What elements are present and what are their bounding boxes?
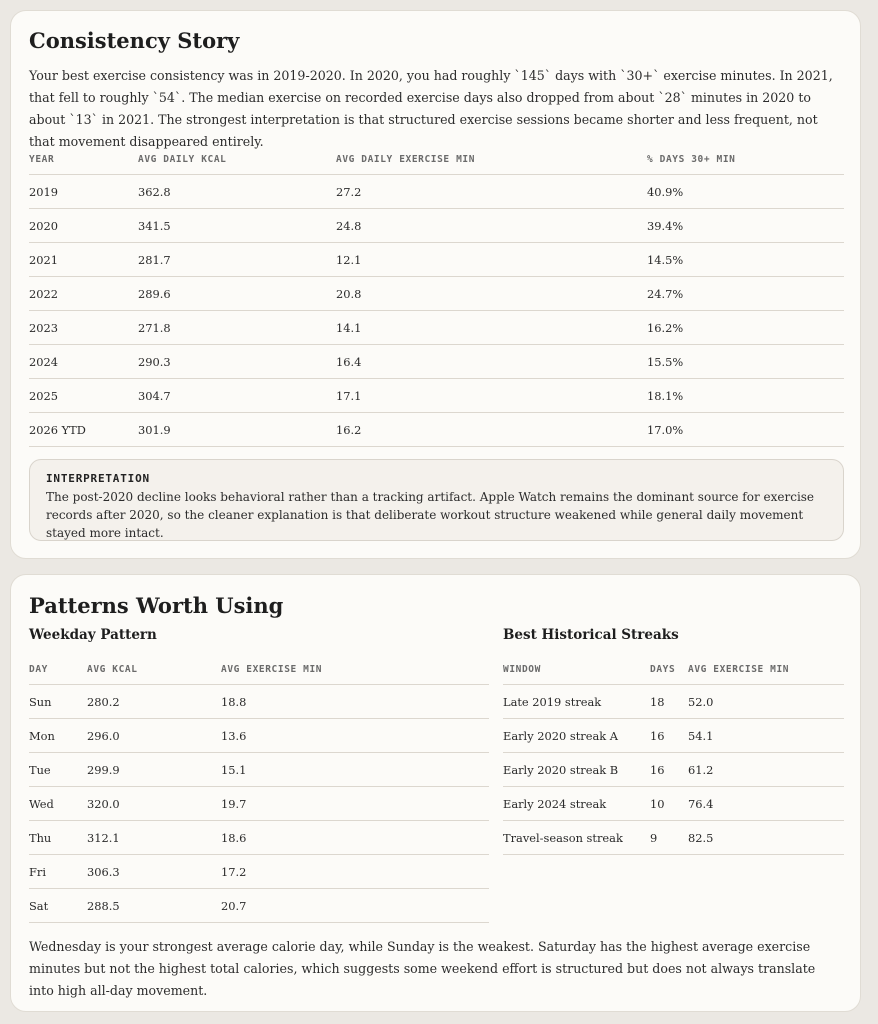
table-row xyxy=(29,243,844,277)
kcal-cell: 341.5 xyxy=(138,209,336,243)
exercise-min-cell: 18.8 xyxy=(221,685,489,719)
exercise-min-cell: 61.2 xyxy=(688,753,844,787)
column-header-year: YEAR xyxy=(29,145,138,175)
window-cell: Late 2019 streak xyxy=(503,685,650,719)
column-header-avg-exercise-min: AVG EXERCISE MIN xyxy=(221,655,489,685)
pct-days-cell: 40.9% xyxy=(647,175,844,209)
table-row xyxy=(503,787,844,821)
weekday-pattern-heading: Weekday Pattern xyxy=(29,627,157,643)
kcal-cell: 271.8 xyxy=(138,311,336,345)
window-cell: Travel-season streak xyxy=(503,821,650,855)
day-cell: Sat xyxy=(29,889,87,923)
exercise-min-cell: 52.0 xyxy=(688,685,844,719)
table-row xyxy=(503,719,844,753)
pct-days-cell: 39.4% xyxy=(647,209,844,243)
interpretation-body: The post-2020 decline looks behavioral rather than a tracking artifact. Apple Watch remains the dominant source for exercise records after 2020, so the cleaner explanation is that deliberate workout structure weakened while general daily movement stayed more intact. xyxy=(46,490,815,540)
exercise-min-cell: 15.1 xyxy=(221,753,489,787)
column-header-avg-kcal: AVG KCAL xyxy=(87,655,221,685)
table-row xyxy=(29,855,489,889)
pct-days-cell: 17.0% xyxy=(647,413,844,447)
best-streaks-table xyxy=(503,655,844,855)
pct-days-cell: 16.2% xyxy=(647,311,844,345)
days-cell: 16 xyxy=(650,753,688,787)
column-header-pct-days-30-min: % DAYS 30+ MIN xyxy=(647,145,844,175)
pct-days-cell: 18.1% xyxy=(647,379,844,413)
table-header-row xyxy=(29,655,489,685)
table-row xyxy=(29,821,489,855)
table-row xyxy=(503,685,844,719)
kcal-cell: 312.1 xyxy=(87,821,221,855)
exercise-min-cell: 27.2 xyxy=(336,175,647,209)
window-cell: Early 2020 streak A xyxy=(503,719,650,753)
column-header-avg-exercise-min: AVG EXERCISE MIN xyxy=(688,655,844,685)
exercise-min-cell: 20.8 xyxy=(336,277,647,311)
exercise-min-cell: 18.6 xyxy=(221,821,489,855)
patterns-worth-using-card xyxy=(10,574,861,1012)
exercise-min-cell: 20.7 xyxy=(221,889,489,923)
day-cell: Mon xyxy=(29,719,87,753)
table-row xyxy=(29,175,844,209)
column-header-avg-daily-kcal: AVG DAILY KCAL xyxy=(138,145,336,175)
kcal-cell: 306.3 xyxy=(87,855,221,889)
days-cell: 9 xyxy=(650,821,688,855)
weekday-pattern-table xyxy=(29,655,489,923)
column-header-days: DAYS xyxy=(650,655,688,685)
pct-days-cell: 24.7% xyxy=(647,277,844,311)
table-row xyxy=(29,209,844,243)
year-cell: 2021 xyxy=(29,243,138,277)
exercise-min-cell: 82.5 xyxy=(688,821,844,855)
interpretation-title: INTERPRETATION xyxy=(46,472,150,485)
kcal-cell: 299.9 xyxy=(87,753,221,787)
window-cell: Early 2020 streak B xyxy=(503,753,650,787)
exercise-min-cell: 16.4 xyxy=(336,345,647,379)
kcal-cell: 288.5 xyxy=(87,889,221,923)
year-cell: 2024 xyxy=(29,345,138,379)
kcal-cell: 362.8 xyxy=(138,175,336,209)
best-streaks-heading: Best Historical Streaks xyxy=(503,627,679,643)
day-cell: Wed xyxy=(29,787,87,821)
year-cell: 2020 xyxy=(29,209,138,243)
year-cell: 2026 YTD xyxy=(29,413,138,447)
exercise-min-cell: 14.1 xyxy=(336,311,647,345)
consistency-story-title: Consistency Story xyxy=(29,28,240,53)
exercise-min-cell: 16.2 xyxy=(336,413,647,447)
table-row xyxy=(29,379,844,413)
exercise-min-cell: 13.6 xyxy=(221,719,489,753)
kcal-cell: 280.2 xyxy=(87,685,221,719)
table-row xyxy=(29,753,489,787)
kcal-cell: 301.9 xyxy=(138,413,336,447)
table-row xyxy=(503,821,844,855)
days-cell: 10 xyxy=(650,787,688,821)
table-row xyxy=(29,277,844,311)
day-cell: Fri xyxy=(29,855,87,889)
table-row xyxy=(29,889,489,923)
year-cell: 2019 xyxy=(29,175,138,209)
kcal-cell: 281.7 xyxy=(138,243,336,277)
yearly-consistency-table xyxy=(29,145,844,447)
days-cell: 18 xyxy=(650,685,688,719)
table-header-row xyxy=(29,145,844,175)
column-header-avg-daily-exercise-min: AVG DAILY EXERCISE MIN xyxy=(336,145,647,175)
table-row xyxy=(29,345,844,379)
exercise-min-cell: 19.7 xyxy=(221,787,489,821)
days-cell: 16 xyxy=(650,719,688,753)
column-header-day: DAY xyxy=(29,655,87,685)
table-row xyxy=(29,311,844,345)
kcal-cell: 320.0 xyxy=(87,787,221,821)
table-header-row xyxy=(503,655,844,685)
pct-days-cell: 14.5% xyxy=(647,243,844,277)
day-cell: Thu xyxy=(29,821,87,855)
consistency-story-text: Your best exercise consistency was in 2019-2020. In 2020, you had roughly `145` days with `30+` exercise minutes. In 2021, that fell to roughly `54`. The median exercise on recorded exercise days also dropped from about `28` minutes in 2020 to about `13` in 2021. The strongest interpretation is that structured exercise sessions became shorter and less frequent, not that movement disappeared entirely. xyxy=(29,68,833,149)
year-cell: 2022 xyxy=(29,277,138,311)
exercise-min-cell: 54.1 xyxy=(688,719,844,753)
kcal-cell: 296.0 xyxy=(87,719,221,753)
exercise-min-cell: 24.8 xyxy=(336,209,647,243)
patterns-title: Patterns Worth Using xyxy=(29,593,284,618)
patterns-summary-text: Wednesday is your strongest average calorie day, while Sunday is the weakest. Saturday has the highest average exercise minutes but not the highest total calories, which suggests some weekend effort is structured but does not always translate into high all-day movement. xyxy=(29,939,816,998)
consistency-story-card xyxy=(10,10,861,559)
column-header-window: WINDOW xyxy=(503,655,650,685)
table-row xyxy=(503,753,844,787)
kcal-cell: 289.6 xyxy=(138,277,336,311)
day-cell: Tue xyxy=(29,753,87,787)
window-cell: Early 2024 streak xyxy=(503,787,650,821)
table-row xyxy=(29,787,489,821)
pct-days-cell: 15.5% xyxy=(647,345,844,379)
table-row xyxy=(29,413,844,447)
interpretation-callout xyxy=(29,459,844,541)
day-cell: Sun xyxy=(29,685,87,719)
kcal-cell: 290.3 xyxy=(138,345,336,379)
year-cell: 2023 xyxy=(29,311,138,345)
year-cell: 2025 xyxy=(29,379,138,413)
exercise-min-cell: 76.4 xyxy=(688,787,844,821)
table-row xyxy=(29,719,489,753)
table-row xyxy=(29,685,489,719)
exercise-min-cell: 12.1 xyxy=(336,243,647,277)
kcal-cell: 304.7 xyxy=(138,379,336,413)
exercise-min-cell: 17.2 xyxy=(221,855,489,889)
exercise-min-cell: 17.1 xyxy=(336,379,647,413)
